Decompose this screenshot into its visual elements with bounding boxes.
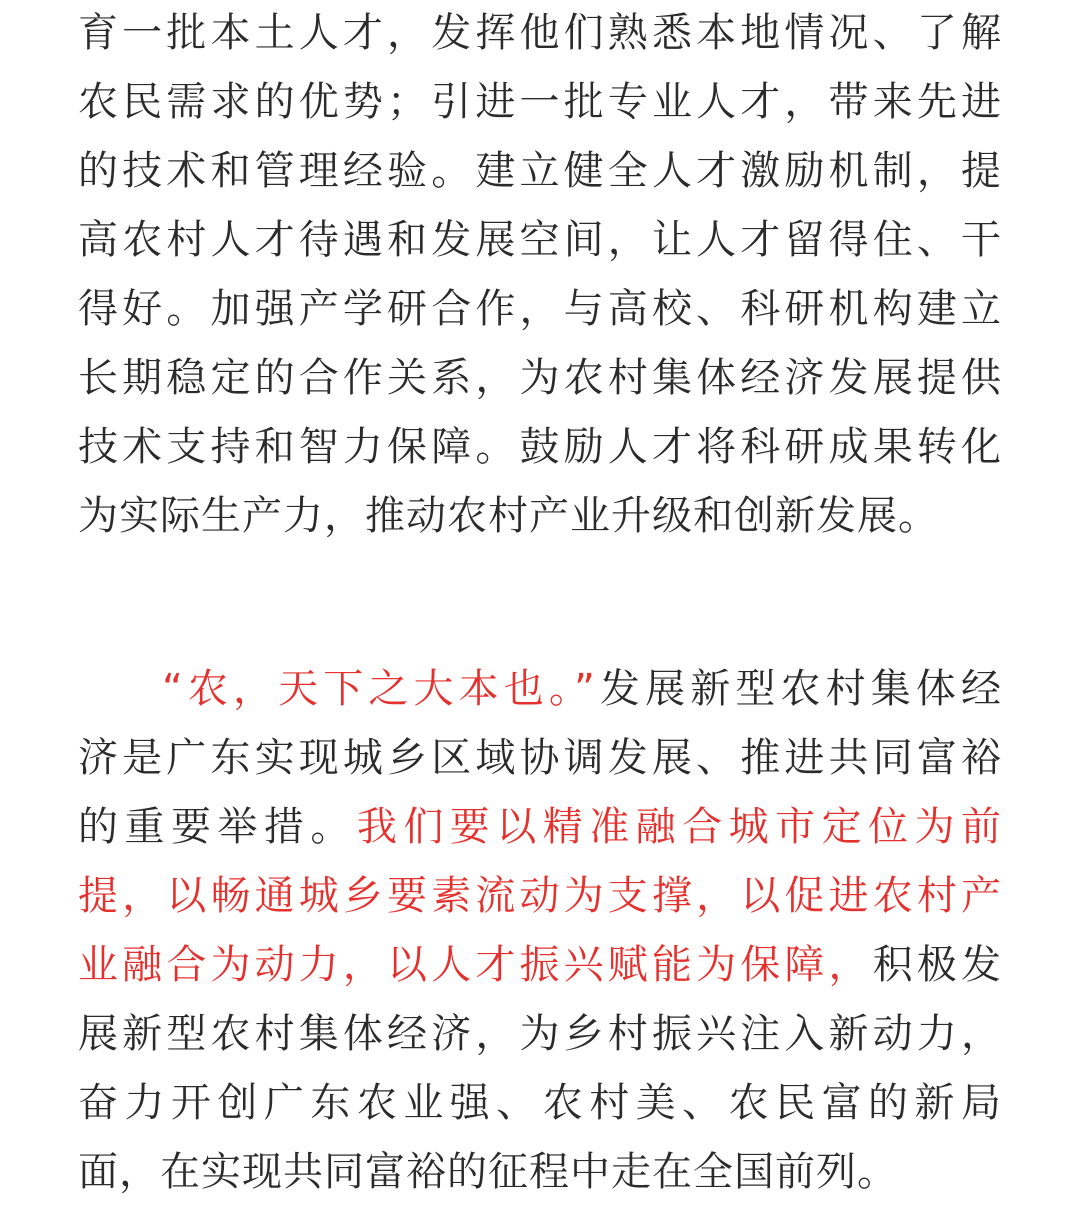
paragraph-line: 展新型农村集体经济，为乡村振兴注入新动力， — [78, 1011, 1002, 1057]
line-text: 积极发 — [872, 942, 1003, 988]
line-text: 的重要举措。 — [78, 804, 357, 850]
paragraph-line — [78, 655, 1002, 724]
paragraph-spacer — [78, 551, 1002, 655]
paragraph-line: 长期稳定的合作关系，为农村集体经济发展提供 — [78, 355, 1002, 401]
paragraph-line: 的技术和管理经验。建立健全人才激励机制，提 — [78, 148, 1002, 194]
paragraph-line: 农民需求的优势；引进一批专业人才，带来先进 — [78, 79, 1002, 125]
paragraph-talent — [78, 0, 1002, 551]
paragraph-line: 技术支持和智力保障。鼓励人才将科研成果转化 — [78, 424, 1002, 470]
quote-highlight: “农，天下之大本也。” — [162, 666, 596, 712]
red-highlight-text: 业融合为动力，以人才振兴赋能为保障， — [78, 942, 873, 988]
paragraph-line: 得好。加强产学研合作，与高校、科研机构建立 — [78, 286, 1002, 332]
paragraph-line: 面，在实现共同富裕的征程中走在全国前列。 — [78, 1149, 898, 1195]
paragraph-line: 奋力开创广东农业强、农村美、农民富的新局 — [78, 1080, 1002, 1126]
paragraph-collective-economy — [78, 655, 1002, 1207]
red-highlight-text: 我们要以精准融合城市定位为前 — [356, 804, 1003, 850]
paragraph-line: 为实际生产力，推动农村产业升级和创新发展。 — [78, 493, 939, 539]
paragraph-line — [78, 931, 1002, 1000]
red-highlight-line: 提，以畅通城乡要素流动为支撑，以促进农村产 — [78, 873, 1002, 919]
line-text: 发展新型农村集体经 — [595, 666, 1003, 712]
paragraph-line: 济是广东实现城乡区域协调发展、推进共同富裕 — [78, 735, 1002, 781]
paragraph-line: 高农村人才待遇和发展空间，让人才留得住、干 — [78, 217, 1002, 263]
article-body — [78, 0, 1002, 1207]
paragraph-line: 育一批本土人才，发挥他们熟悉本地情况、了解 — [78, 10, 1002, 56]
paragraph-line — [78, 793, 1002, 862]
